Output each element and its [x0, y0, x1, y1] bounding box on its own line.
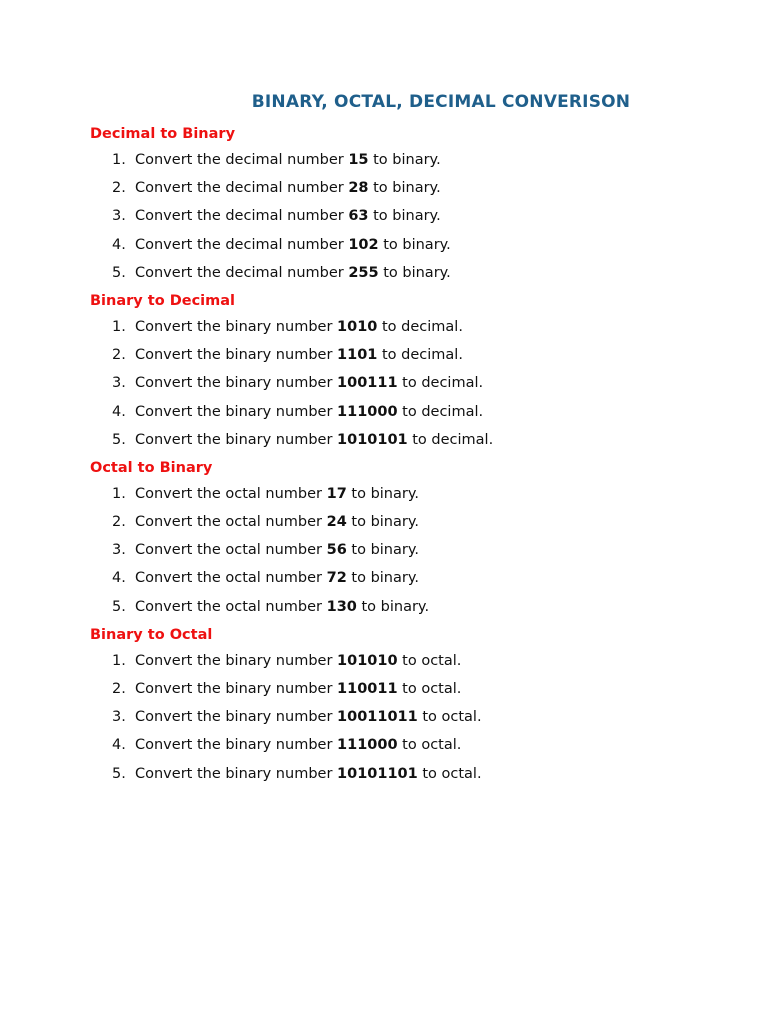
item-text: Convert the binary number	[135, 431, 338, 448]
item-text: Convert the binary number	[135, 318, 338, 335]
section-heading: Binary to Octal	[90, 626, 213, 643]
list-item	[90, 731, 730, 759]
item-text: Convert the binary number	[135, 737, 338, 754]
section-octal-to-binary	[90, 458, 730, 621]
item-text-end: to binary.	[368, 152, 441, 168]
item-text-end: to octal.	[417, 765, 482, 782]
item-text-end: to decimal.	[407, 431, 494, 448]
item-value: 100111	[337, 375, 398, 392]
item-number: 3.	[112, 375, 126, 392]
item-text-end: to binary.	[346, 570, 419, 587]
problem-list	[90, 647, 730, 788]
item-value: 255	[348, 264, 379, 281]
list-item	[90, 259, 730, 287]
item-text-end: to binary.	[346, 514, 419, 531]
item-value: 72	[326, 570, 347, 587]
list-item	[90, 146, 730, 174]
item-text: Convert the decimal number	[135, 180, 349, 197]
item-number: 3.	[112, 709, 126, 726]
list-item	[90, 398, 730, 426]
item-text-end: to decimal.	[397, 403, 484, 420]
list-item	[90, 480, 730, 508]
section-decimal-to-binary	[90, 124, 730, 287]
list-item	[90, 369, 730, 397]
item-value: 1010	[337, 318, 378, 335]
section-heading: Binary to Decimal	[90, 292, 236, 309]
problem-list	[90, 313, 730, 454]
item-text: Convert the decimal number	[135, 208, 349, 225]
item-text: Convert the binary number	[135, 347, 338, 364]
list-item	[90, 313, 730, 341]
item-text-end: to octal.	[397, 737, 462, 754]
item-number: 4.	[112, 403, 126, 420]
item-text-end: to octal.	[397, 681, 462, 697]
item-number: 1.	[112, 485, 126, 502]
item-value: 111000	[337, 737, 398, 754]
item-value: 63	[348, 208, 369, 225]
item-value: 56	[326, 542, 347, 559]
item-value: 15	[348, 152, 369, 168]
item-number: 2.	[112, 180, 126, 197]
item-text-end: to binary.	[356, 598, 430, 615]
item-number: 5.	[112, 264, 126, 281]
item-number: 3.	[112, 208, 126, 225]
item-number: 4.	[112, 570, 126, 587]
problem-list	[90, 146, 730, 287]
item-text: Convert the binary number	[135, 375, 338, 392]
list-item	[90, 536, 730, 564]
item-number: 4.	[112, 236, 126, 253]
item-text-end: to binary.	[378, 236, 451, 253]
item-value: 24	[326, 514, 347, 531]
list-item	[90, 760, 730, 788]
item-number: 1.	[112, 152, 126, 168]
item-text-end: to octal.	[397, 652, 462, 669]
list-item	[90, 231, 730, 259]
item-text-end: to decimal.	[377, 318, 463, 335]
item-number: 5.	[112, 431, 126, 448]
item-value: 17	[326, 485, 347, 502]
item-value: 111000	[337, 403, 398, 420]
item-value: 28	[348, 180, 369, 197]
list-item	[90, 508, 730, 536]
item-number: 1.	[112, 652, 126, 669]
item-text: Convert the decimal number	[135, 152, 349, 168]
item-text: Convert the binary number	[135, 652, 338, 669]
page-title: BINARY, OCTAL, DECIMAL CONVERISON	[251, 92, 631, 112]
item-text: Convert the binary number	[135, 681, 338, 697]
item-text-end: to binary.	[378, 264, 451, 281]
item-text: Convert the decimal number	[135, 264, 349, 281]
item-text: Convert the binary number	[135, 709, 338, 726]
item-number: 3.	[112, 542, 126, 559]
section-heading: Decimal to Binary	[90, 126, 236, 142]
item-number: 2.	[112, 681, 126, 697]
item-text: Convert the binary number	[135, 765, 338, 782]
item-value: 1010101	[337, 431, 408, 448]
item-value: 130	[326, 598, 357, 615]
list-item	[90, 174, 730, 202]
list-item	[90, 426, 730, 454]
item-value: 10011011	[337, 709, 418, 726]
item-number: 4.	[112, 737, 126, 754]
list-item	[90, 593, 730, 621]
item-value: 110011	[337, 681, 398, 697]
item-value: 10101101	[337, 765, 418, 782]
problem-list	[90, 480, 730, 621]
item-number: 5.	[112, 765, 126, 782]
item-value: 102	[348, 236, 379, 253]
item-number: 2.	[112, 347, 126, 364]
worksheet-body	[90, 124, 730, 788]
item-text: Convert the binary number	[135, 403, 338, 420]
list-item	[90, 341, 730, 369]
item-text-end: to decimal.	[397, 375, 484, 392]
item-text-end: to binary.	[346, 485, 419, 502]
item-number: 5.	[112, 598, 126, 615]
item-text-end: to binary.	[368, 180, 441, 197]
list-item	[90, 564, 730, 592]
section-binary-to-decimal	[90, 291, 730, 454]
item-number: 1.	[112, 318, 126, 335]
item-text: Convert the octal number	[135, 598, 327, 615]
item-text: Convert the octal number	[135, 570, 327, 587]
item-value: 1101	[337, 347, 378, 364]
list-item	[90, 202, 730, 230]
list-item	[90, 675, 730, 703]
item-text: Convert the decimal number	[135, 236, 349, 253]
item-text-end: to decimal.	[377, 347, 463, 364]
item-text: Convert the octal number	[135, 542, 327, 559]
item-text: Convert the octal number	[135, 485, 327, 502]
item-text-end: to octal.	[417, 709, 482, 726]
section-binary-to-octal	[90, 625, 730, 788]
item-number: 2.	[112, 514, 126, 531]
item-value: 101010	[337, 652, 398, 669]
list-item	[90, 703, 730, 731]
item-text-end: to binary.	[368, 208, 441, 225]
list-item	[90, 647, 730, 675]
item-text-end: to binary.	[346, 542, 419, 559]
section-heading: Octal to Binary	[90, 459, 213, 476]
item-text: Convert the octal number	[135, 514, 327, 531]
